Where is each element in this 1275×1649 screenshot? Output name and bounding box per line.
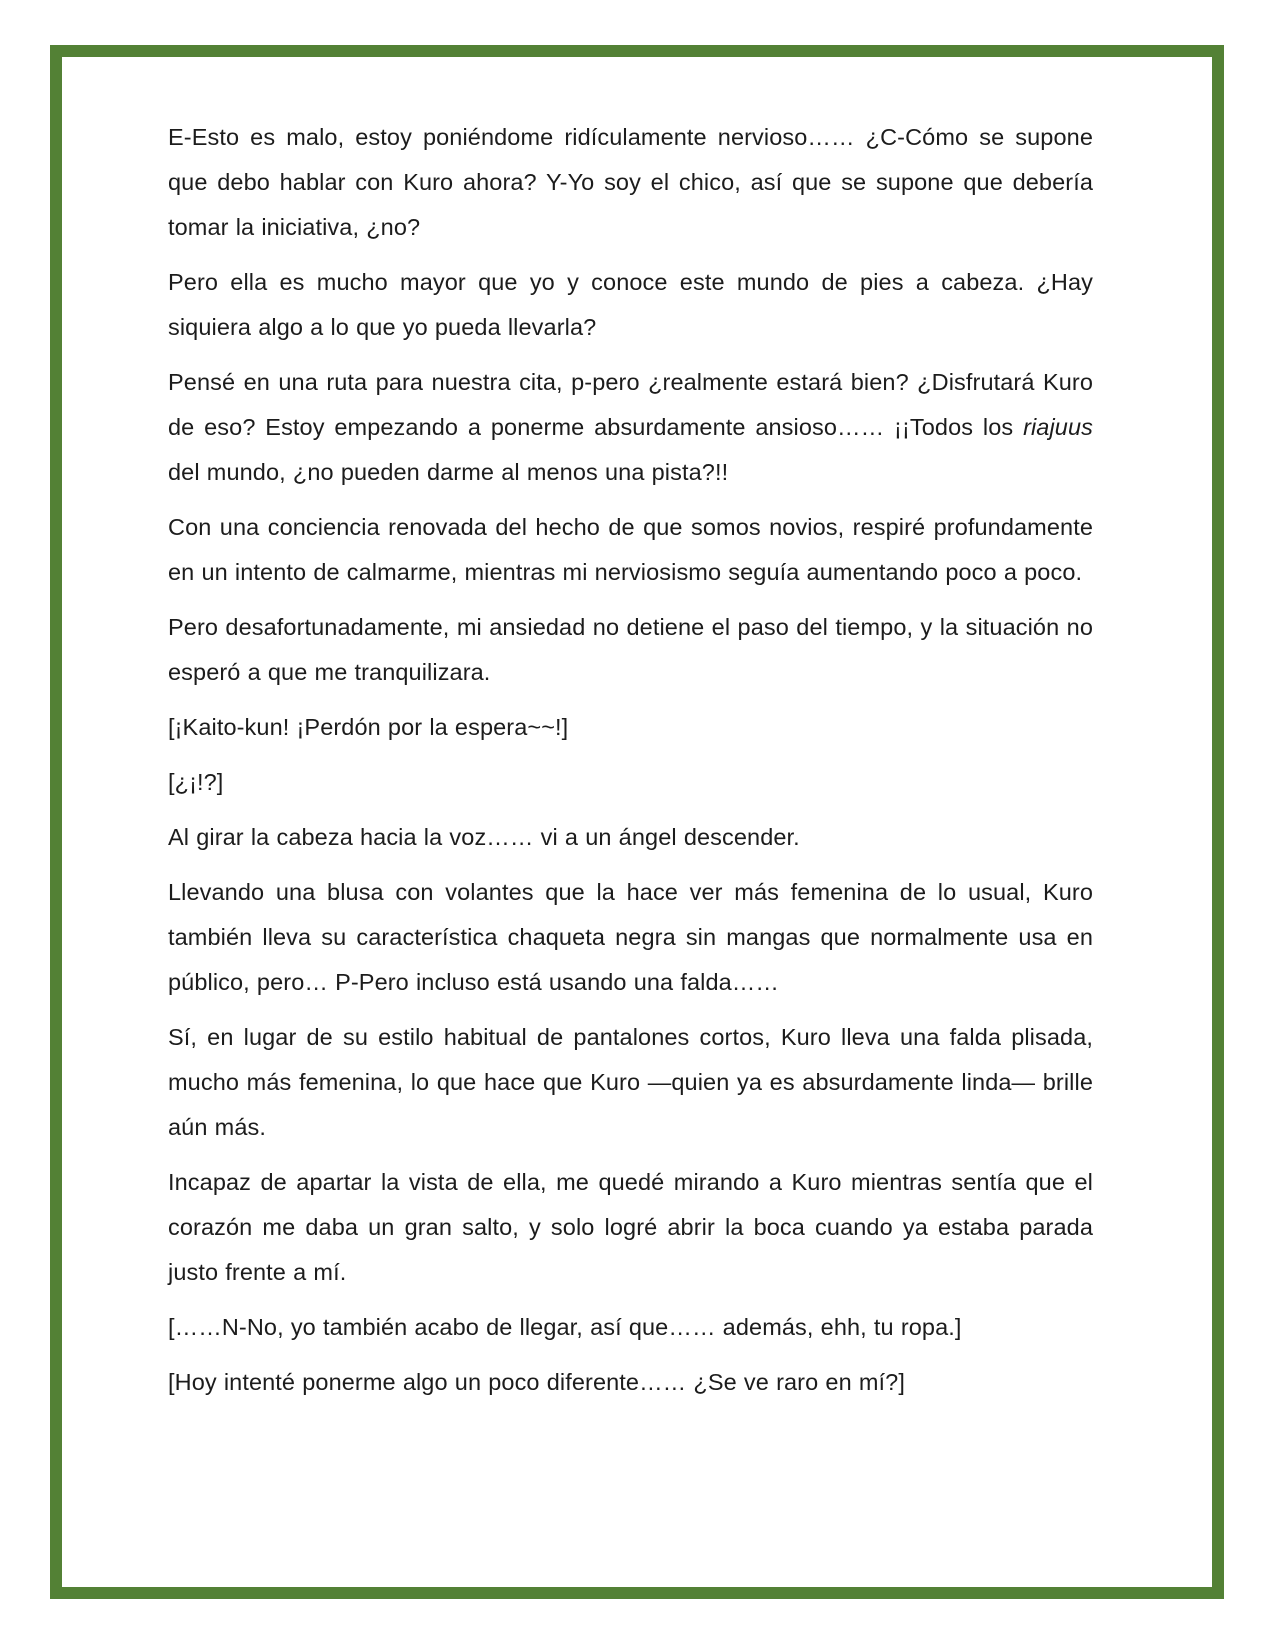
text-run: Sí, en lugar de su estilo habitual de pantalones cortos, Kuro lleva una falda plisada, mucho más femenina, lo que hace que Kuro —quien ya es absurdamente linda— brille aún más. — [168, 1024, 1093, 1140]
page-border-frame — [50, 45, 1224, 1599]
paragraph — [168, 505, 1093, 595]
paragraph — [168, 705, 1093, 750]
text-run: [……N-No, yo también acabo de llegar, así que…… además, ehh, tu ropa.] — [168, 1314, 962, 1340]
text-run: Con una conciencia renovada del hecho de que somos novios, respiré profundamente en un intento de calmarme, mientras mi nerviosismo seguía aumentando poco a poco. — [168, 514, 1093, 585]
text-run: Al girar la cabeza hacia la voz…… vi a un ángel descender. — [168, 824, 800, 850]
text-run: [Hoy intenté ponerme algo un poco diferente…… ¿Se ve raro en mí?] — [168, 1369, 905, 1395]
text-run: Pero ella es mucho mayor que yo y conoce este mundo de pies a cabeza. ¿Hay siquiera algo a lo que yo pueda llevarla? — [168, 269, 1093, 340]
text-run: E-Esto es malo, estoy poniéndome ridículamente nervioso…… ¿C-Cómo se supone que debo hablar con Kuro ahora? Y-Yo soy el chico, así que se supone que debería tomar la iniciativa, ¿no? — [168, 124, 1093, 240]
paragraph — [168, 605, 1093, 695]
italic-text-run: riajuus — [1023, 414, 1093, 440]
text-run: Pero desafortunadamente, mi ansiedad no detiene el paso del tiempo, y la situación no esperó a que me tranquilizara. — [168, 614, 1093, 685]
text-run: del mundo, ¿no pueden darme al menos una pista?!! — [168, 459, 729, 485]
paragraph — [168, 115, 1093, 250]
paragraph — [168, 360, 1093, 495]
text-run: [¿¡!?] — [168, 769, 224, 795]
paragraph — [168, 1360, 1093, 1405]
paragraph — [168, 1305, 1093, 1350]
paragraph — [168, 870, 1093, 1005]
paragraph — [168, 815, 1093, 860]
paragraph — [168, 1015, 1093, 1150]
text-run: [¡Kaito-kun! ¡Perdón por la espera~~!] — [168, 714, 569, 740]
text-run: Pensé en una ruta para nuestra cita, p-pero ¿realmente estará bien? ¿Disfrutará Kuro de eso? Estoy empezando a ponerme absurdamente ansioso…… ¡¡Todos los — [168, 369, 1093, 440]
text-run: Incapaz de apartar la vista de ella, me quedé mirando a Kuro mientras sentía que el corazón me daba un gran salto, y solo logré abrir la boca cuando ya estaba parada justo frente a mí. — [168, 1169, 1093, 1285]
paragraph — [168, 260, 1093, 350]
text-run: Llevando una blusa con volantes que la hace ver más femenina de lo usual, Kuro también lleva su característica chaqueta negra sin mangas que normalmente usa en público, pero… P-Pero incluso está usando una falda…… — [168, 879, 1093, 995]
paragraph — [168, 760, 1093, 805]
document-body — [62, 57, 1212, 1405]
paragraph — [168, 1160, 1093, 1295]
